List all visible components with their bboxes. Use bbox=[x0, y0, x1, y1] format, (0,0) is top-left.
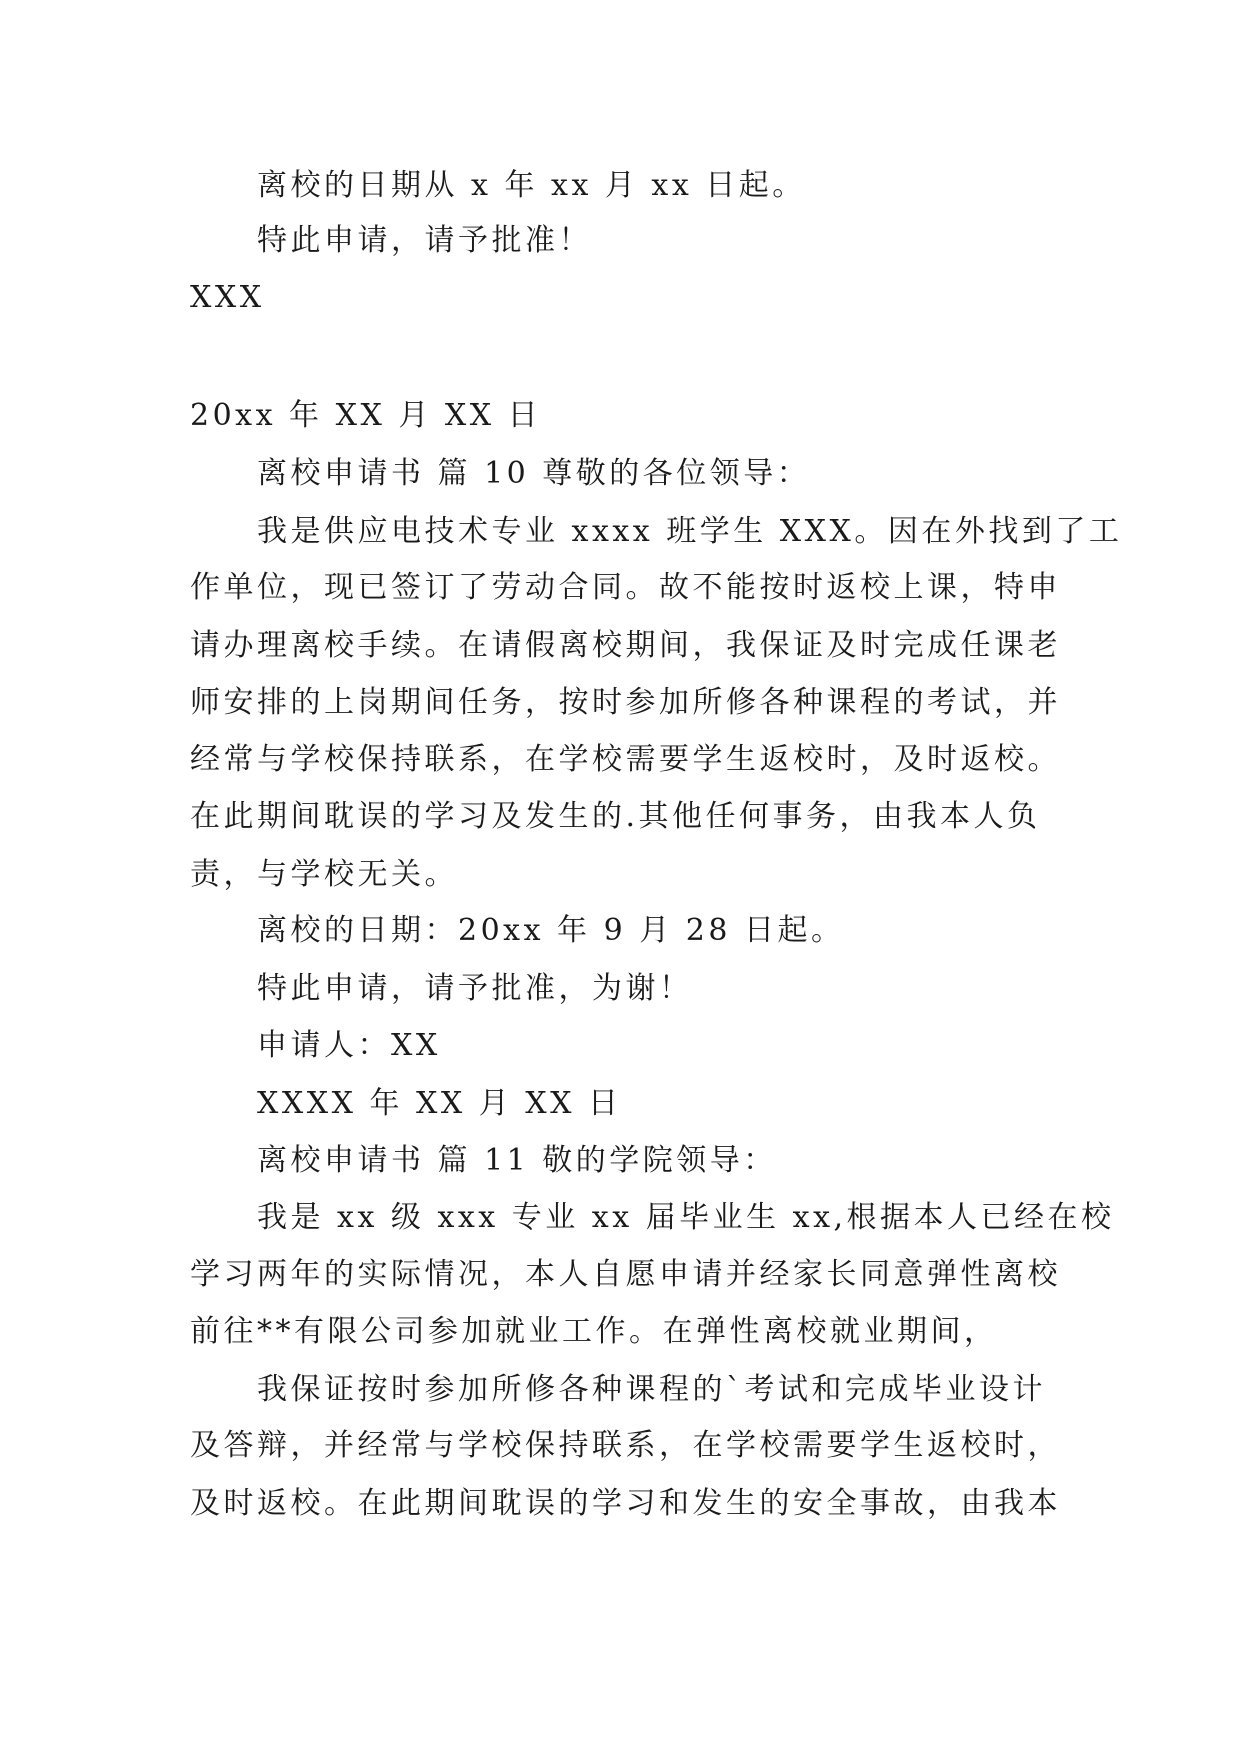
text-line: 及时返校。在此期间耽误的学习和发生的安全事故，由我本 bbox=[190, 1486, 1061, 1521]
applicant-line: 申请人：XX bbox=[257, 1028, 441, 1063]
text-line: 离校的日期从 x 年 xx 月 xx 日起。 bbox=[257, 168, 806, 203]
text-line: 前往**有限公司参加就业工作。在弹性离校就业期间， bbox=[190, 1314, 998, 1349]
text-line: 师安排的上岗期间任务，按时参加所修各种课程的考试，并 bbox=[190, 685, 1061, 720]
text-line: 特此申请，请予批准！ bbox=[257, 223, 592, 258]
text-line: 离校的日期：20xx 年 9 月 28 日起。 bbox=[257, 913, 845, 948]
section-heading: 离校申请书 篇 11 敬的学院领导： bbox=[257, 1143, 777, 1178]
text-line: 学习两年的实际情况，本人自愿申请并经家长同意弹性离校 bbox=[190, 1257, 1061, 1292]
text-line: 在此期间耽误的学习及发生的.其他任何事务，由我本人负 bbox=[190, 799, 1041, 834]
text-line: 及答辩，并经常与学校保持联系，在学校需要学生返校时， bbox=[190, 1428, 1061, 1463]
text-line: 经常与学校保持联系，在学校需要学生返校时，及时返校。 bbox=[190, 742, 1061, 777]
signature-name: XXX bbox=[190, 280, 265, 315]
date-line: 20xx 年 XX 月 XX 日 bbox=[190, 398, 542, 433]
text-line: 请办理离校手续。在请假离校期间，我保证及时完成任课老 bbox=[190, 628, 1061, 663]
section-heading: 离校申请书 篇 10 尊敬的各位领导： bbox=[257, 456, 811, 491]
text-line: 特此申请，请予批准，为谢！ bbox=[257, 971, 693, 1006]
text-line: 我保证按时参加所修各种课程的`考试和完成毕业设计 bbox=[257, 1372, 1046, 1407]
date-line: XXXX 年 XX 月 XX 日 bbox=[257, 1086, 622, 1121]
text-line: 责，与学校无关。 bbox=[190, 857, 458, 892]
text-line: 我是供应电技术专业 xxxx 班学生 XXX。因在外找到了工 bbox=[257, 514, 1123, 549]
text-line: 作单位，现已签订了劳动合同。故不能按时返校上课，特申 bbox=[190, 570, 1061, 605]
text-line: 我是 xx 级 xxx 专业 xx 届毕业生 xx,根据本人已经在校 bbox=[257, 1200, 1115, 1235]
